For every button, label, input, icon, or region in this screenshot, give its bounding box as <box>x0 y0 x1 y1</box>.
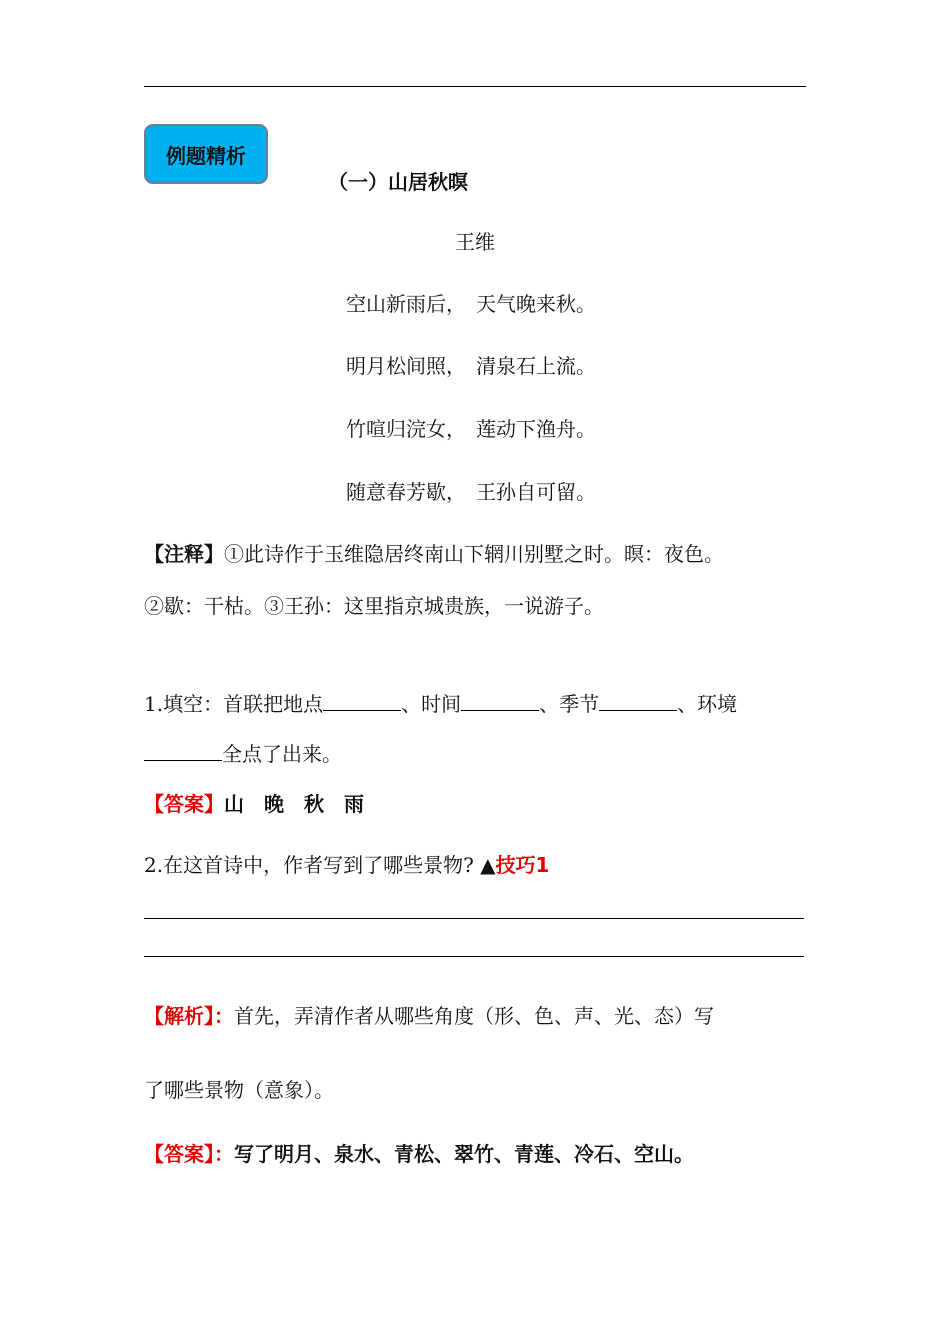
answer-line-1[interactable] <box>144 918 804 919</box>
poem-line: 竹喧归浣女， 莲动下渔舟。 <box>346 417 596 441</box>
tip-label: 技巧1 <box>495 853 550 877</box>
poem-author: 王维 <box>455 230 495 254</box>
poem-line: 随意春芳歇， 王孙自可留。 <box>346 480 596 504</box>
analysis-label: 【解析】： <box>144 1004 234 1028</box>
question-1: 1.填空：首联把地点 、时间 、季节 、环境 <box>144 692 738 716</box>
answer-label: 【答案】： <box>144 1142 234 1166</box>
answer-1 <box>144 788 364 817</box>
notes-line-1: 【注释】①此诗作于玉维隐居终南山下辋川别墅之时。暝：夜色。 <box>144 542 724 566</box>
answer-2 <box>144 1138 694 1167</box>
notes-line-2: ②歇：干枯。③王孙：这里指京城贵族，一说游子。 <box>144 594 604 618</box>
section-badge: 例题精析 <box>144 124 268 184</box>
analysis-line-1: 【解析】：首先，弄清作者从哪些角度（形、色、声、光、态）写 <box>144 1004 714 1028</box>
triangle-icon: ▲ <box>480 853 496 877</box>
analysis-line-2: 了哪些景物（意象）。 <box>144 1078 334 1102</box>
answer-line-2[interactable] <box>144 956 804 957</box>
poem-line: 明月松间照， 清泉石上流。 <box>346 354 596 378</box>
blank-location[interactable] <box>323 692 401 711</box>
blank-season[interactable] <box>599 692 677 711</box>
poem-title: （一）山居秋暝 <box>328 170 468 194</box>
answer-label: 【答案】 <box>144 792 224 816</box>
answer-text: 山 晚 秋 雨 <box>224 792 364 816</box>
blank-time[interactable] <box>461 692 539 711</box>
answer-text: 写了明月、泉水、青松、翠竹、青莲、冷石、空山。 <box>234 1142 694 1166</box>
question-1-cont: 全点了出来。 <box>144 738 342 767</box>
blank-environment[interactable] <box>144 742 222 761</box>
poem-line: 空山新雨后， 天气晚来秋。 <box>346 292 596 316</box>
question-2: 2.在这首诗中，作者写到了哪些景物? ▲技巧1 <box>144 853 550 877</box>
header-rule <box>144 86 806 87</box>
notes-label: 【注释】 <box>144 542 224 566</box>
